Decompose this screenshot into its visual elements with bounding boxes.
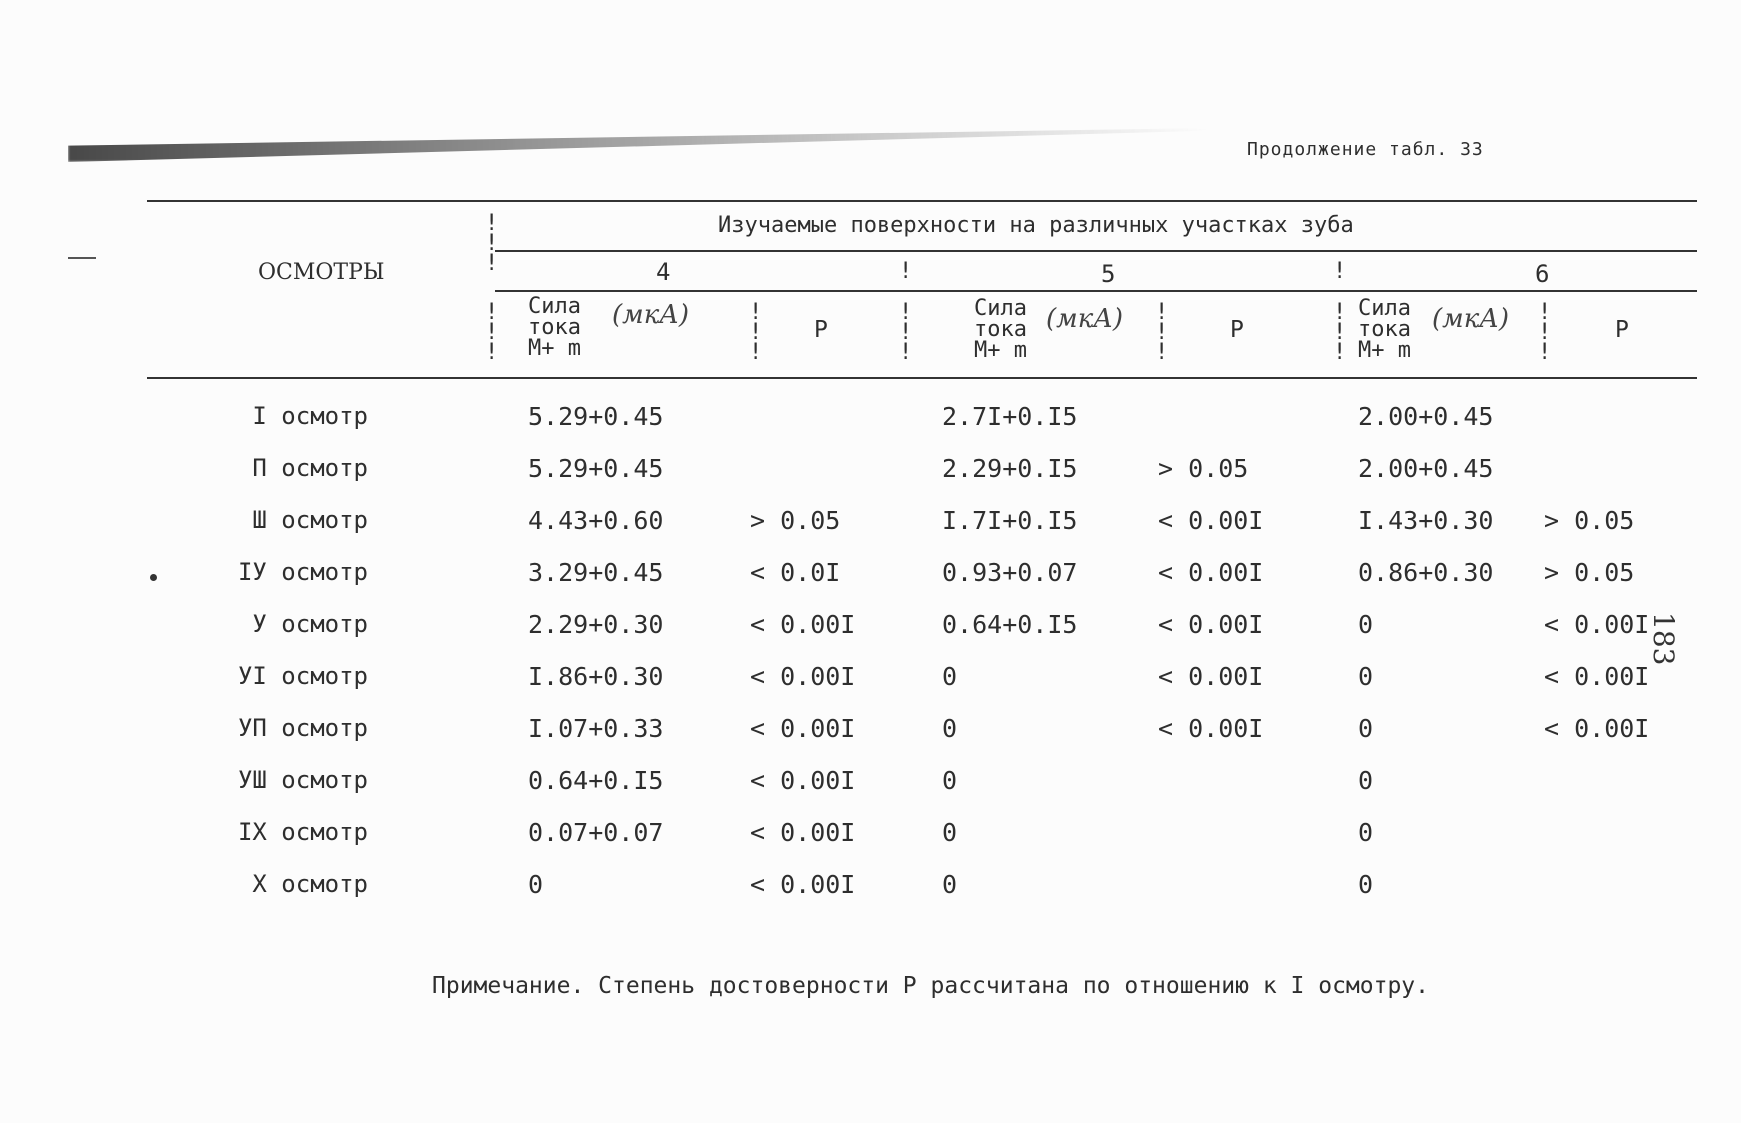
group-header-rule <box>495 250 1697 252</box>
current-g5: 2.7I+0.I5 <box>942 402 1078 431</box>
current-g5: 0 <box>942 662 958 691</box>
p-g5: < 0.00I <box>1158 714 1264 743</box>
p-g6: < 0.00I <box>1544 610 1650 639</box>
separator-c6: ! ! ! <box>1333 300 1347 365</box>
current-g4: 5.29+0.45 <box>528 402 664 431</box>
p-g6: > 0.05 <box>1544 506 1635 535</box>
group-label-6: 6 <box>1535 260 1550 288</box>
current-g6: 0 <box>1358 714 1374 743</box>
row-label: У осмотр <box>252 610 368 638</box>
row-label: I осмотр <box>252 402 368 430</box>
current-g4: 0.07+0.07 <box>528 818 664 847</box>
current-g4: 5.29+0.45 <box>528 454 664 483</box>
separator-p5: ! ! ! <box>1155 300 1169 365</box>
p-g5: < 0.00I <box>1158 662 1264 691</box>
separator-c5: ! ! ! <box>899 300 913 365</box>
current-label-line3: М+ m <box>528 336 581 361</box>
group-label-4: 4 <box>656 258 671 286</box>
row-3 <box>0 506 1741 540</box>
current-label-line2: тока <box>974 317 1027 342</box>
p-g6: < 0.00I <box>1544 714 1650 743</box>
current-label-line1: Сила <box>528 294 581 319</box>
p-g4: < 0.00I <box>750 818 856 847</box>
separator-col-0b: ! ! ! <box>485 300 499 365</box>
current-g5: 0 <box>942 766 958 795</box>
current-g6: 2.00+0.45 <box>1358 454 1494 483</box>
current-g5: 0 <box>942 818 958 847</box>
table-note: Примечание. Степень достоверности Р рассчитана по отношению к I осмотру. <box>432 973 1429 999</box>
subheader-current-4 <box>528 296 581 359</box>
current-g5: I.7I+0.I5 <box>942 506 1078 535</box>
separator-col-0: ! ! ! <box>485 211 499 276</box>
current-label-line2: тока <box>528 315 581 340</box>
table-top-rule <box>147 200 1697 202</box>
header-bottom-rule <box>147 377 1697 379</box>
current-g6: 0 <box>1358 870 1374 899</box>
p-g4: < 0.00I <box>750 610 856 639</box>
row-label: УI осмотр <box>237 662 368 690</box>
current-g6: 0 <box>1358 818 1374 847</box>
row-6 <box>0 662 1741 696</box>
subheader-p-4: Р <box>814 317 828 343</box>
current-g4: 0.64+0.I5 <box>528 766 664 795</box>
separator-group-5: ! <box>899 259 913 284</box>
current-g4: 0 <box>528 870 544 899</box>
corner-header: ОСМОТРЫ <box>258 260 385 285</box>
row-label: IУ осмотр <box>237 558 368 586</box>
current-g6: I.43+0.30 <box>1358 506 1494 535</box>
row-9 <box>0 818 1741 852</box>
p-g4: < 0.0I <box>750 558 841 587</box>
separator-p6: ! ! ! <box>1538 300 1552 365</box>
current-g4: I.07+0.33 <box>528 714 664 743</box>
row-label: Ш осмотр <box>252 506 368 534</box>
row-4 <box>0 558 1741 592</box>
p-g4: < 0.00I <box>750 714 856 743</box>
p-g5: > 0.05 <box>1158 454 1249 483</box>
current-g4: I.86+0.30 <box>528 662 664 691</box>
p-g6: > 0.05 <box>1544 558 1635 587</box>
row-label: П осмотр <box>252 454 368 482</box>
current-label-line1: Сила <box>974 296 1027 321</box>
group-label-5: 5 <box>1101 260 1116 288</box>
row-label: X осмотр <box>252 870 368 898</box>
unit-handwritten-5: (мкА) <box>1046 304 1124 334</box>
page-number: 183 <box>1647 612 1680 666</box>
p-g4: < 0.00I <box>750 662 856 691</box>
subheader-current-6 <box>1358 298 1411 361</box>
separator-group-6: ! <box>1333 259 1347 284</box>
row-label: УП осмотр <box>237 714 368 742</box>
scan-streak-artifact <box>68 128 1208 162</box>
subheader-p-5: Р <box>1230 317 1244 343</box>
p-g5: < 0.00I <box>1158 610 1264 639</box>
current-g6: 0 <box>1358 766 1374 795</box>
p-g4: < 0.00I <box>750 870 856 899</box>
row-8 <box>0 766 1741 800</box>
group-header: Изучаемые поверхности на различных участках зуба <box>718 213 1354 238</box>
row-1 <box>0 402 1741 436</box>
p-g5: < 0.00I <box>1158 558 1264 587</box>
current-g6: 2.00+0.45 <box>1358 402 1494 431</box>
current-g5: 0.64+0.I5 <box>942 610 1078 639</box>
subgroup-rule <box>495 290 1697 292</box>
subheader-current-5 <box>974 298 1027 361</box>
p-g6: < 0.00I <box>1544 662 1650 691</box>
row-2 <box>0 454 1741 488</box>
current-g4: 2.29+0.30 <box>528 610 664 639</box>
row-5 <box>0 610 1741 644</box>
row-10 <box>0 870 1741 904</box>
unit-handwritten-6: (мкА) <box>1432 304 1510 334</box>
current-g5: 0.93+0.07 <box>942 558 1078 587</box>
current-g4: 3.29+0.45 <box>528 558 664 587</box>
row-label: УШ осмотр <box>237 766 368 794</box>
p-g4: > 0.05 <box>750 506 841 535</box>
margin-dash-mark <box>68 257 96 259</box>
p-g4: < 0.00I <box>750 766 856 795</box>
current-g5: 0 <box>942 870 958 899</box>
current-label-line3: М+ m <box>1358 338 1411 363</box>
current-g6: 0.86+0.30 <box>1358 558 1494 587</box>
current-g5: 0 <box>942 714 958 743</box>
unit-handwritten-4: (мкА) <box>612 300 690 330</box>
current-g5: 2.29+0.I5 <box>942 454 1078 483</box>
continuation-header: Продолжение табл. 33 <box>1247 139 1484 160</box>
current-label-line2: тока <box>1358 317 1411 342</box>
row-7 <box>0 714 1741 748</box>
subheader-p-6: Р <box>1615 317 1629 343</box>
current-label-line3: М+ m <box>974 338 1027 363</box>
p-g5: < 0.00I <box>1158 506 1264 535</box>
separator-p4: ! ! ! <box>749 300 763 365</box>
current-label-line1: Сила <box>1358 296 1411 321</box>
row-label: IX осмотр <box>237 818 368 846</box>
current-g6: 0 <box>1358 610 1374 639</box>
current-g4: 4.43+0.60 <box>528 506 664 535</box>
current-g6: 0 <box>1358 662 1374 691</box>
